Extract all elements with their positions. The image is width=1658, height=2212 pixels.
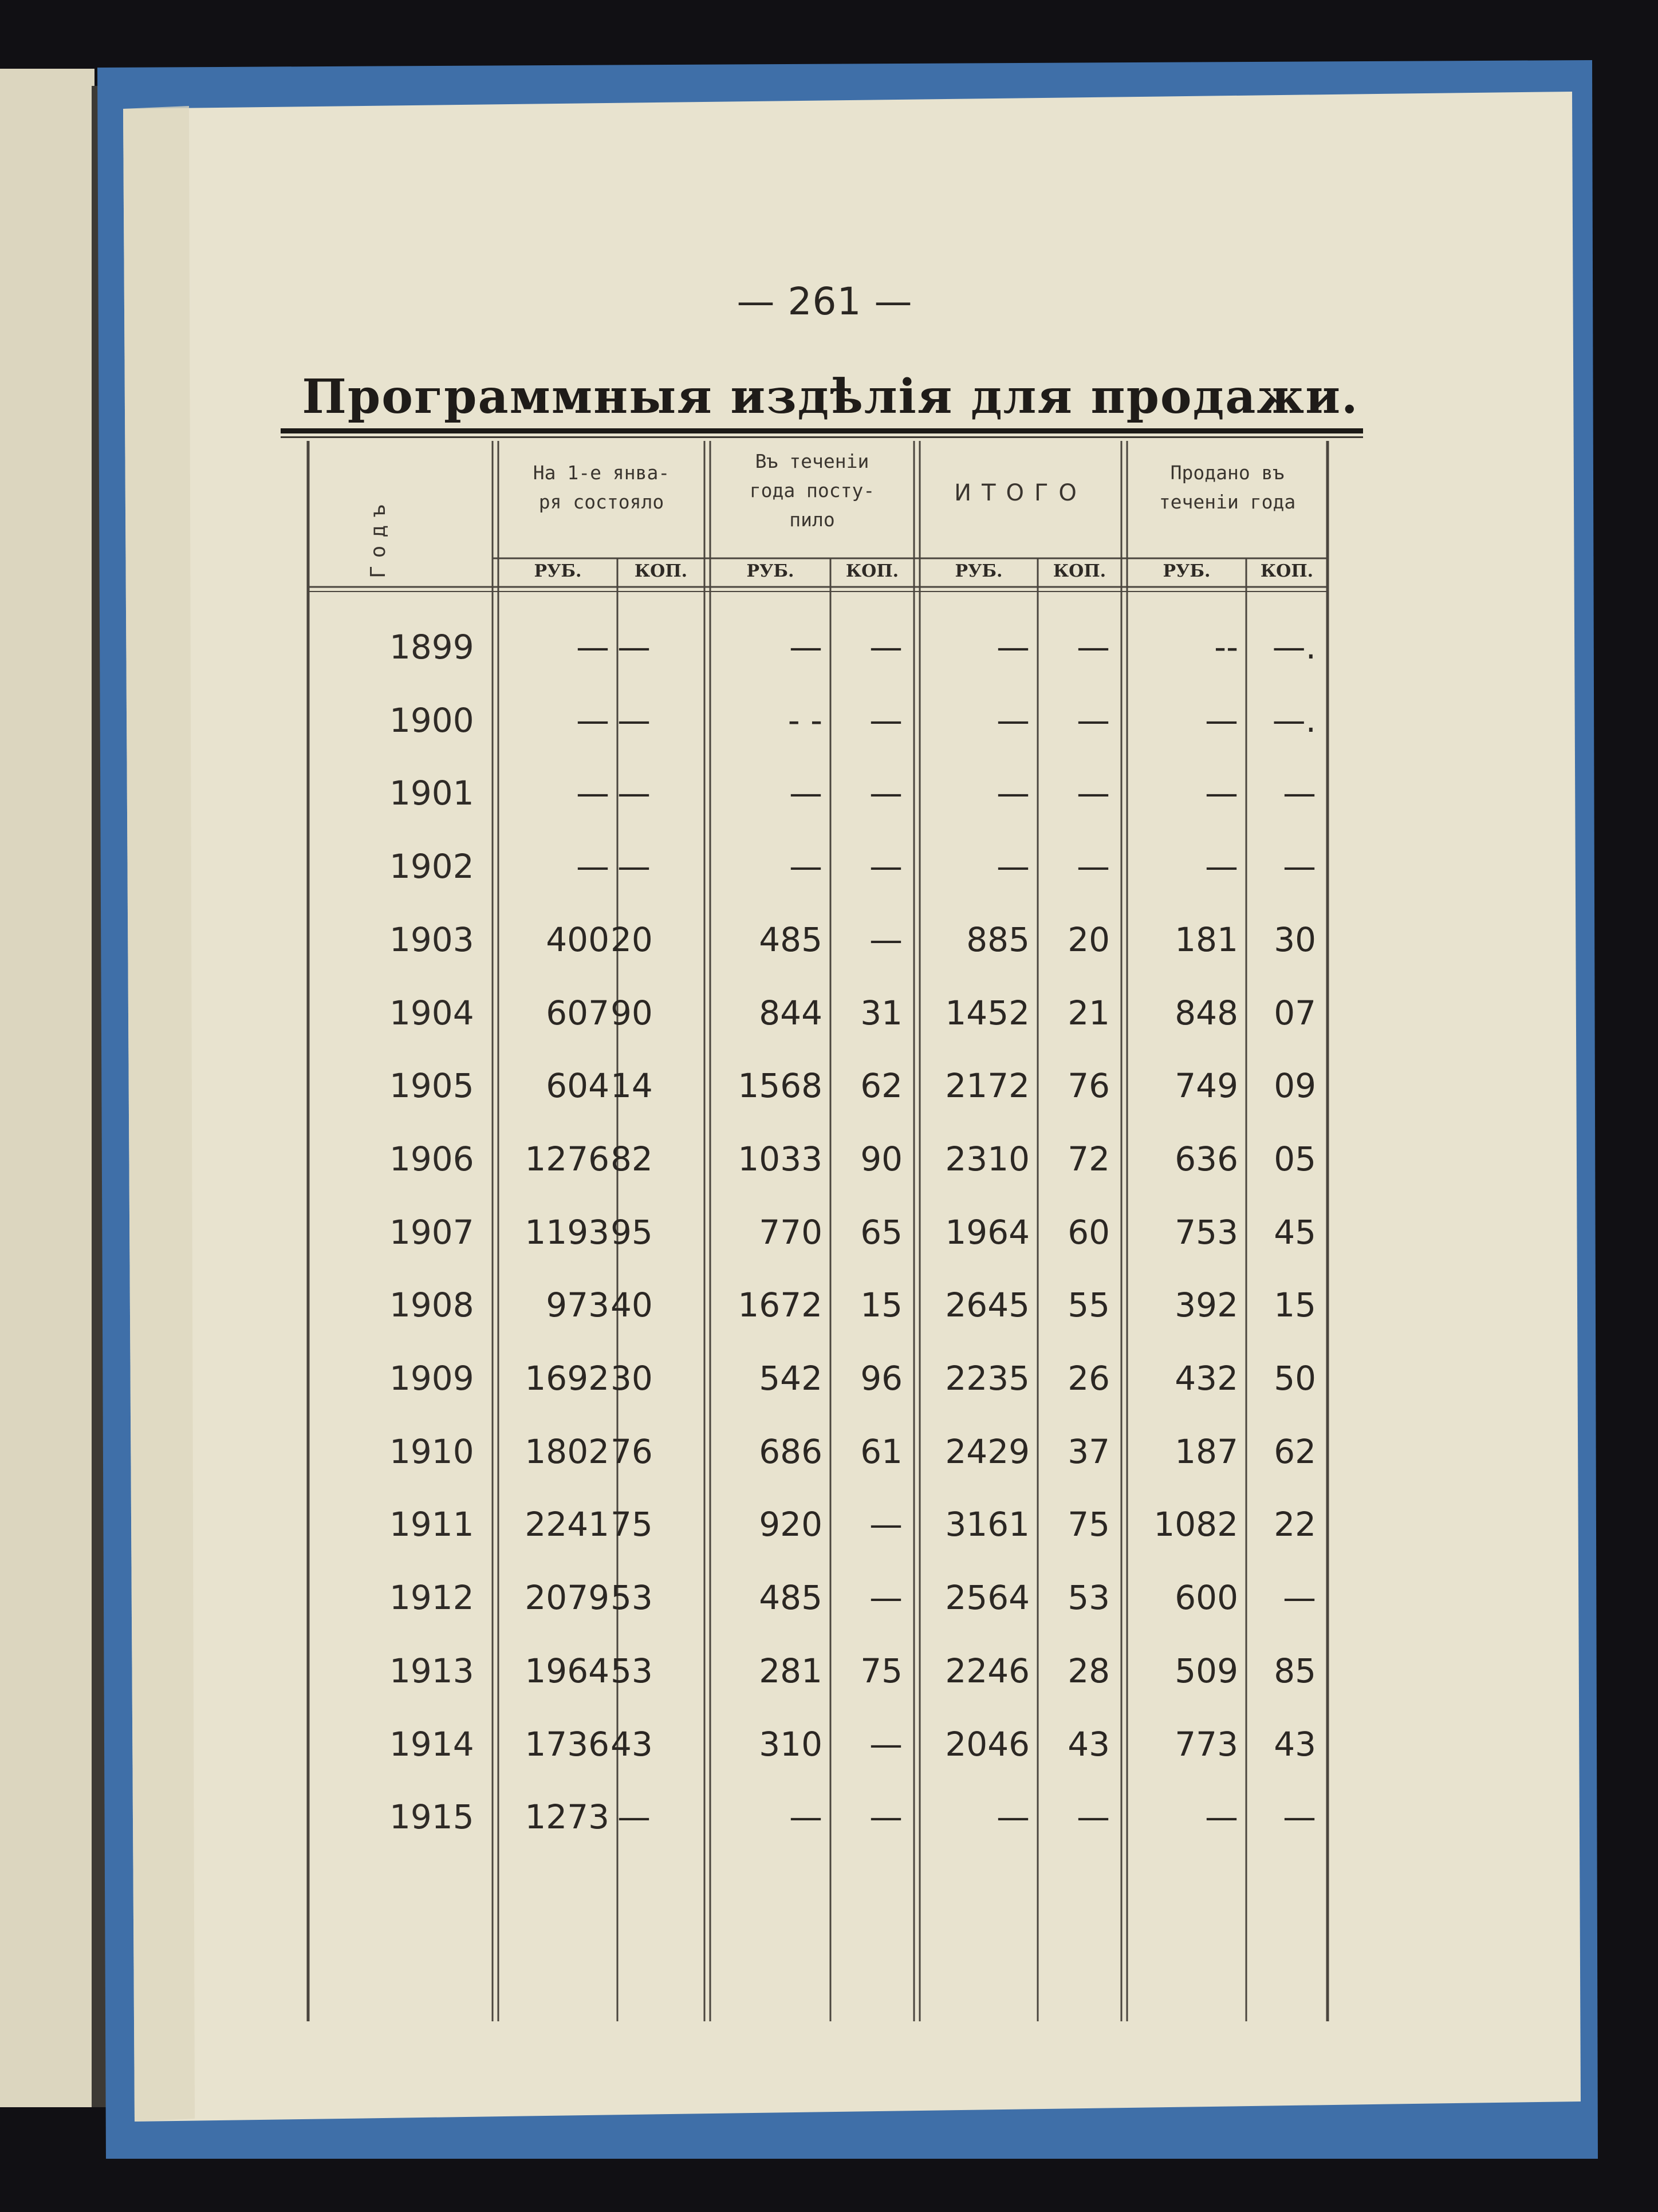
header-sold-line: Продано въ	[1170, 462, 1285, 484]
year-cell: 1913	[389, 1651, 474, 1690]
header-received-line: Въ теченіи	[755, 450, 869, 472]
kop-cell: 40	[611, 1286, 653, 1325]
rub-cell: 2310	[945, 1139, 1030, 1178]
year-cell: 1906	[389, 1139, 474, 1178]
kop-cell: —	[1283, 847, 1316, 886]
kop-cell: 30	[1274, 920, 1316, 959]
kop-cell: —	[869, 1724, 903, 1764]
title-rule-thin	[281, 436, 1363, 438]
rub-cell: 392	[1175, 1286, 1238, 1325]
kop-cell: 09	[1274, 1066, 1316, 1106]
kop-cell: —	[1077, 700, 1110, 740]
rub-cell: 509	[1175, 1651, 1238, 1690]
rub-cell: 1736	[525, 1724, 609, 1764]
kop-cell: 60	[1068, 1212, 1110, 1252]
header-sold	[1127, 458, 1328, 516]
kop-cell: —	[617, 700, 651, 740]
kop-cell: —	[1283, 1578, 1316, 1618]
kop-cell: —	[617, 774, 651, 813]
rub-cell: 2046	[945, 1724, 1030, 1764]
kop-cell: 90	[860, 1139, 903, 1178]
year-cell: 1912	[389, 1578, 474, 1618]
header-received-line: года посту-	[749, 479, 875, 502]
kop-cell: 75	[1068, 1505, 1110, 1544]
kop-cell: 43	[1068, 1724, 1110, 1764]
kop-cell: —	[869, 628, 903, 667]
kop-cell: 95	[611, 1212, 653, 1252]
header-start	[498, 458, 704, 516]
kop-cell: 43	[1274, 1724, 1316, 1764]
rub-cell: 1033	[738, 1139, 822, 1178]
rub-cell: 181	[1175, 920, 1238, 959]
year-cell: 1915	[389, 1797, 474, 1837]
rub-cell: 686	[759, 1432, 822, 1471]
kop-cell: —	[869, 774, 903, 813]
rub-cell: 604	[546, 1066, 609, 1106]
subheader-rub: РУБ.	[1163, 561, 1211, 581]
rub-cell: —	[789, 1797, 822, 1837]
kop-cell: —	[869, 700, 903, 740]
rub-cell: 2235	[945, 1359, 1030, 1398]
table-row	[0, 764, 1658, 822]
rub-cell: —	[997, 628, 1030, 667]
kop-cell: 37	[1068, 1432, 1110, 1471]
kop-cell: —	[1283, 1797, 1316, 1837]
rub-cell: 400	[546, 920, 609, 959]
table-row	[0, 984, 1658, 1042]
kop-cell: 45	[1274, 1212, 1316, 1252]
rub-cell: 2172	[945, 1066, 1030, 1106]
rub-cell: 1672	[738, 1286, 822, 1325]
rub-cell: - -	[787, 700, 822, 740]
rub-cell: —	[997, 774, 1030, 813]
year-cell: 1901	[389, 774, 474, 813]
rub-cell: —	[997, 1797, 1030, 1837]
table-row	[0, 911, 1658, 968]
kop-cell: —	[869, 920, 903, 959]
kop-cell: 53	[1068, 1578, 1110, 1618]
header-sold-line: теченіи года	[1159, 491, 1296, 514]
subheader-rub: РУБ.	[534, 561, 582, 581]
subheader-kop: КОП.	[634, 561, 688, 581]
kop-cell: 85	[1274, 1651, 1316, 1690]
year-column-header: Годъ	[367, 496, 390, 578]
subheader-kop: КОП.	[845, 561, 899, 581]
kop-cell: 90	[611, 993, 653, 1032]
kop-cell: —	[1077, 628, 1110, 667]
rub-cell: 920	[759, 1505, 822, 1544]
kop-cell: 53	[611, 1578, 653, 1618]
kop-cell: 62	[860, 1066, 903, 1106]
table-row	[0, 1569, 1658, 1626]
rub-cell: 485	[759, 1578, 822, 1618]
rub-cell: 607	[546, 993, 609, 1032]
kop-cell: —	[869, 847, 903, 886]
year-cell: 1902	[389, 847, 474, 886]
kop-cell: 26	[1068, 1359, 1110, 1398]
kop-cell: 05	[1274, 1139, 1316, 1178]
kop-cell: 20	[611, 920, 653, 959]
kop-cell: 07	[1274, 993, 1316, 1032]
kop-cell: 61	[860, 1432, 903, 1471]
header-received	[710, 447, 914, 534]
kop-cell: 55	[1068, 1286, 1110, 1325]
rub-cell: 1802	[525, 1432, 609, 1471]
rub-cell: 1964	[525, 1651, 609, 1690]
year-cell: 1907	[389, 1212, 474, 1252]
page-number: — 261 —	[737, 279, 913, 324]
table-row	[0, 1423, 1658, 1480]
subheader-kop: КОП.	[1260, 561, 1314, 581]
rub-cell: —	[997, 700, 1030, 740]
rub-cell: 2246	[945, 1651, 1030, 1690]
rub-cell: —	[576, 700, 609, 740]
kop-cell: —	[869, 1797, 903, 1837]
table-row	[0, 1642, 1658, 1700]
kop-cell: 50	[1274, 1359, 1316, 1398]
rub-cell: 2645	[945, 1286, 1030, 1325]
rub-cell: —	[576, 847, 609, 886]
rub-cell: --	[1214, 628, 1238, 667]
table-row	[0, 618, 1658, 676]
rub-cell: 2564	[945, 1578, 1030, 1618]
year-cell: 1908	[389, 1286, 474, 1325]
year-cell: 1910	[389, 1432, 474, 1471]
kop-cell: —	[1283, 774, 1316, 813]
rub-cell: 310	[759, 1724, 822, 1764]
rub-cell: —	[576, 628, 609, 667]
kop-cell: 65	[860, 1212, 903, 1252]
kop-cell: 76	[1068, 1066, 1110, 1106]
table-row	[0, 1496, 1658, 1553]
rub-cell: 1276	[525, 1139, 609, 1178]
subheader-rub: РУБ.	[746, 561, 794, 581]
year-cell: 1900	[389, 700, 474, 740]
rub-cell: 885	[966, 920, 1030, 959]
kop-cell: —	[617, 628, 651, 667]
header-total-line: ИТОГО	[954, 480, 1087, 506]
rub-cell: 281	[759, 1651, 822, 1690]
rub-cell: —	[1205, 1797, 1238, 1837]
kop-cell: —.	[1272, 700, 1316, 740]
rub-cell: —	[1205, 700, 1238, 740]
rub-cell: 2079	[525, 1578, 609, 1618]
header-start-line: ря состояло	[538, 491, 664, 514]
table-row	[0, 1204, 1658, 1261]
kop-cell: 15	[860, 1286, 903, 1325]
rub-cell: 1692	[525, 1359, 609, 1398]
rub-cell: 485	[759, 920, 822, 959]
kop-cell: 82	[611, 1139, 653, 1178]
rub-cell: 636	[1175, 1139, 1238, 1178]
rub-cell: 1964	[945, 1212, 1030, 1252]
year-cell: 1903	[389, 920, 474, 959]
year-cell: 1914	[389, 1724, 474, 1764]
kop-cell: —	[1077, 847, 1110, 886]
rub-cell: 770	[759, 1212, 822, 1252]
rub-cell: 187	[1175, 1432, 1238, 1471]
kop-cell: 14	[611, 1066, 653, 1106]
rub-cell: 2429	[945, 1432, 1030, 1471]
year-cell: 1899	[389, 628, 474, 667]
table-row	[0, 1788, 1658, 1846]
table-row	[0, 1350, 1658, 1407]
rub-cell: —	[997, 847, 1030, 886]
rub-cell: 600	[1175, 1578, 1238, 1618]
kop-cell: 75	[860, 1651, 903, 1690]
kop-cell: 22	[1274, 1505, 1316, 1544]
table-row	[0, 692, 1658, 749]
table-row	[0, 1130, 1658, 1188]
rub-cell: —	[789, 774, 822, 813]
rub-cell: —	[1205, 774, 1238, 813]
subheader-rub: РУБ.	[955, 561, 1003, 581]
kop-cell: —	[869, 1505, 903, 1544]
kop-cell: 53	[611, 1651, 653, 1690]
kop-cell: 30	[611, 1359, 653, 1398]
kop-cell: —	[617, 847, 651, 886]
header-total	[920, 475, 1121, 511]
rub-cell: —	[576, 774, 609, 813]
kop-cell: 72	[1068, 1139, 1110, 1178]
rub-cell: 432	[1175, 1359, 1238, 1398]
rub-cell: 542	[759, 1359, 822, 1398]
rub-cell: 749	[1175, 1066, 1238, 1106]
kop-cell: 62	[1274, 1432, 1316, 1471]
kop-cell: 20	[1068, 920, 1110, 959]
rub-cell: —	[789, 847, 822, 886]
header-received-line: пило	[789, 508, 835, 531]
rub-cell: 848	[1175, 993, 1238, 1032]
page-title: Программныя издѣлія для продажи.	[302, 369, 1359, 424]
kop-cell: 15	[1274, 1286, 1316, 1325]
year-cell: 1904	[389, 993, 474, 1032]
rub-cell: 3161	[945, 1505, 1030, 1544]
rub-cell: 1568	[738, 1066, 822, 1106]
rub-cell: 1452	[945, 993, 1030, 1032]
rub-cell: —	[1205, 847, 1238, 886]
rub-cell: 2241	[525, 1505, 609, 1544]
table-row	[0, 1057, 1658, 1114]
kop-cell: 31	[860, 993, 903, 1032]
kop-cell: 76	[611, 1432, 653, 1471]
kop-cell: —	[617, 1797, 651, 1837]
kop-cell: 96	[860, 1359, 903, 1398]
kop-cell: 28	[1068, 1651, 1110, 1690]
rub-cell: 1273	[525, 1797, 609, 1837]
rub-cell: 773	[1175, 1724, 1238, 1764]
kop-cell: 75	[611, 1505, 653, 1544]
header-start-line: На 1-е янва-	[533, 462, 670, 484]
rub-cell: 753	[1175, 1212, 1238, 1252]
kop-cell: —	[869, 1578, 903, 1618]
kop-cell: —	[1077, 1797, 1110, 1837]
table-row	[0, 1276, 1658, 1334]
subheader-kop: КОП.	[1053, 561, 1106, 581]
year-cell: 1911	[389, 1505, 474, 1544]
kop-cell: —	[1077, 774, 1110, 813]
kop-cell: 43	[611, 1724, 653, 1764]
table-row	[0, 838, 1658, 895]
rub-cell: —	[789, 628, 822, 667]
rub-cell: 1193	[525, 1212, 609, 1252]
kop-cell: —.	[1272, 628, 1316, 667]
rub-cell: 1082	[1153, 1505, 1238, 1544]
year-cell: 1909	[389, 1359, 474, 1398]
rub-cell: 973	[546, 1286, 609, 1325]
kop-cell: 21	[1068, 993, 1110, 1032]
year-cell: 1905	[389, 1066, 474, 1106]
rub-cell: 844	[759, 993, 822, 1032]
table-row	[0, 1716, 1658, 1773]
title-rule	[281, 428, 1363, 433]
